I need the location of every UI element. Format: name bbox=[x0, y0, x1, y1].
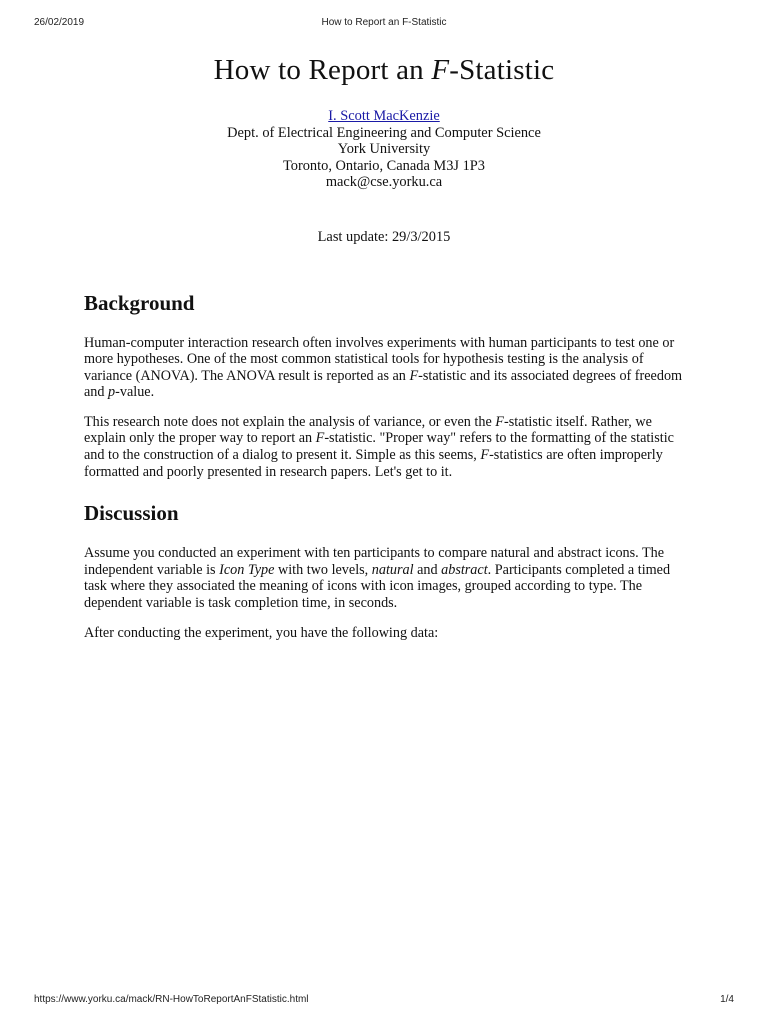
title-variable: F bbox=[431, 54, 450, 86]
text-run: -statistic. "Proper way" refers to the formatting of the statistic and to the construction of a dialog to present it. Simple as this seems, bbox=[84, 430, 674, 464]
background-paragraph-2 bbox=[84, 414, 684, 480]
print-page-title: How to Report an F-Statistic bbox=[321, 17, 447, 28]
author-address: Toronto, Ontario, Canada M3J 1P3 bbox=[282, 157, 486, 174]
print-footer bbox=[34, 994, 734, 1008]
title-suffix: -Statistic bbox=[449, 54, 555, 86]
background-paragraph-1 bbox=[84, 335, 684, 401]
italic-term: F bbox=[495, 413, 504, 430]
author-email: mack@cse.yorku.ca bbox=[325, 174, 443, 190]
author-block bbox=[84, 108, 684, 191]
text-run: Assume you conducted an experiment with ten participants to compare natural and abstract icons. The independent variable is bbox=[84, 545, 665, 578]
text-run: -statistics are often improperly formatted and poorly presented in research papers. Let's get to it. bbox=[84, 447, 663, 480]
title-prefix: How to Report an bbox=[213, 54, 432, 86]
print-date: 26/02/2019 bbox=[34, 17, 85, 28]
discussion-paragraph-2 bbox=[84, 625, 684, 642]
print-header bbox=[34, 17, 734, 31]
author-university: York University bbox=[337, 141, 431, 157]
page-title bbox=[84, 52, 684, 88]
discussion-paragraph-1 bbox=[84, 545, 684, 611]
italic-term: abstract bbox=[441, 561, 488, 578]
author-link[interactable]: I. Scott MacKenzie bbox=[328, 108, 440, 124]
text-run: -statistic and its associated degrees of freedom and bbox=[84, 367, 683, 401]
print-url: https://www.yorku.ca/mack/RN-HowToReportAnFStatistic.html bbox=[34, 994, 309, 1005]
italic-term: Icon Type bbox=[219, 561, 275, 578]
text-run: and bbox=[413, 561, 442, 578]
text-run: After conducting the experiment, you have the following data: bbox=[84, 624, 439, 641]
italic-term: F bbox=[315, 430, 325, 447]
print-page-number: 1/4 bbox=[720, 994, 734, 1005]
text-run: . Participants completed a timed task where they associated the meaning of icons with icon images, grouped according to type. The dependent variable is task completion time, in seconds. bbox=[84, 561, 671, 612]
text-run: -statistic itself. Rather, we explain only the proper way to report an bbox=[84, 413, 652, 447]
author-department: Dept. of Electrical Engineering and Computer Science bbox=[227, 124, 541, 141]
italic-term: F bbox=[480, 447, 490, 464]
document-body bbox=[84, 52, 684, 641]
text-run: -value. bbox=[115, 384, 155, 401]
italic-term: p bbox=[108, 384, 116, 401]
text-run: with two levels, bbox=[274, 561, 372, 578]
text-run: This research note does not explain the analysis of variance, or even the bbox=[84, 413, 496, 430]
discussion-heading: Discussion bbox=[84, 501, 179, 526]
italic-term: natural bbox=[371, 561, 414, 578]
text-run: Human-computer interaction research often involves experiments with human participants to test one or more hypotheses. One of the most common statistical tools for hypothesis testing is the analysis of variance (ANOVA). The ANOVA result is reported as an bbox=[84, 334, 675, 384]
italic-term: F bbox=[409, 367, 419, 384]
background-heading: Background bbox=[84, 290, 195, 315]
last-update: Last update: 29/3/2015 bbox=[317, 228, 451, 245]
